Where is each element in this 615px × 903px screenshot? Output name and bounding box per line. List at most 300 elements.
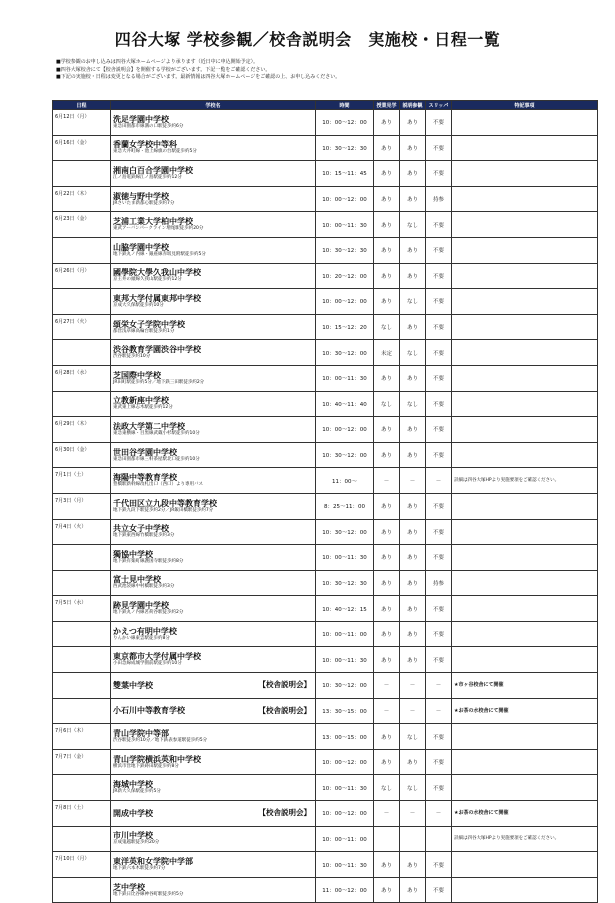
row-briefing: あり (400, 493, 426, 519)
row-school (111, 570, 316, 596)
row-remark (452, 852, 598, 878)
row-remark (452, 442, 598, 468)
table-row (53, 698, 598, 724)
row-remark: ★お茶の水校舎にて開催 (452, 698, 598, 724)
row-briefing: － (400, 468, 426, 494)
row-date (53, 775, 111, 801)
row-remark (452, 340, 598, 366)
row-class-visit: なし (374, 775, 400, 801)
page-title: 四谷大塚 学校参観／校舎説明会 実施校・日程一覧 (114, 30, 501, 49)
row-slippers: － (426, 673, 452, 699)
row-time: 10：30～12：00 (316, 519, 374, 545)
row-school (111, 314, 316, 340)
row-time: 11：00～ (316, 468, 374, 494)
row-date: 6月23日（金） (53, 212, 111, 238)
row-class-visit: あり (374, 621, 400, 647)
row-slippers: 不要 (426, 314, 452, 340)
table-row (53, 749, 598, 775)
row-time: 10：00～11：30 (316, 647, 374, 673)
row-remark: 詳細は四谷大塚HPより実施要項をご確認ください。 (452, 826, 598, 852)
table-row (53, 289, 598, 315)
header-date: 日程 (53, 101, 111, 110)
row-time: 10：30～12：00 (316, 673, 374, 699)
school-name: 獨協中学校 (113, 549, 153, 559)
row-school (111, 289, 316, 315)
row-briefing: あり (400, 135, 426, 161)
row-remark: ★市ヶ谷校舎にて開催 (452, 673, 598, 699)
briefing-tag: 【校舎説明会】 (258, 705, 311, 715)
row-time: 10：40～12：15 (316, 596, 374, 622)
row-class-visit: 未定 (374, 340, 400, 366)
table-row (53, 877, 598, 903)
row-school (111, 647, 316, 673)
school-name: 國學院大學久我山中学校 (113, 268, 201, 278)
row-time: 10：00～12：00 (316, 110, 374, 136)
row-slippers: 持参 (426, 186, 452, 212)
row-time: 10：30～12：00 (316, 442, 374, 468)
row-class-visit: あり (374, 852, 400, 878)
school-access: 京成大久保駅徒歩約10分 (113, 302, 164, 308)
school-name: 跡見学園中学校 (113, 601, 169, 611)
row-class-visit: あり (374, 519, 400, 545)
table-row (53, 468, 598, 494)
row-class-visit: あり (374, 749, 400, 775)
row-time: 10：00～12：00 (316, 417, 374, 443)
row-school (111, 212, 316, 238)
row-remark (452, 877, 598, 903)
school-name: 東邦大学付属東邦中学校 (113, 293, 201, 303)
school-name: 香蘭女学校中等科 (113, 140, 177, 150)
header-slippers: スリッパ (426, 101, 452, 110)
row-remark (452, 493, 598, 519)
row-slippers: 不要 (426, 852, 452, 878)
row-time: 13：30～15：00 (316, 698, 374, 724)
row-school (111, 186, 316, 212)
row-briefing: あり (400, 186, 426, 212)
school-access: 東急東横線・目黒線武蔵小杉駅徒歩約10分 (113, 430, 200, 436)
row-time: 10：00～11：00 (316, 621, 374, 647)
row-class-visit: あり (374, 724, 400, 750)
row-time: 11：00～12：00 (316, 877, 374, 903)
row-school (111, 519, 316, 545)
school-access: JR田町駅徒歩約5分／地下鉄三田駅徒歩約2分 (113, 379, 205, 385)
school-access: 都営浅草線高輪台駅徒歩約1分 (113, 328, 175, 334)
row-time: 10：00～11：30 (316, 545, 374, 571)
row-briefing: なし (400, 289, 426, 315)
row-school (111, 724, 316, 750)
row-class-visit: あり (374, 877, 400, 903)
row-class-visit: あり (374, 570, 400, 596)
school-access: りんかい線東雲駅徒歩約8分 (113, 635, 170, 641)
row-date: 7月5日（水） (53, 596, 111, 622)
note-line: ■四谷大塚校舎にて【校舎説明会】を開催する学校がございます。下記一覧をご確認ください。 (56, 66, 271, 73)
row-class-visit: － (374, 673, 400, 699)
row-slippers: 不要 (426, 442, 452, 468)
row-class-visit: － (374, 468, 400, 494)
row-date (53, 673, 111, 699)
note-line: ■下記の実施校・日程は変更となる場合がございます。最新情報は四谷大塚ホームページをご確認の上、お申し込みください。 (56, 74, 341, 80)
table-row (53, 340, 598, 366)
row-class-visit: あり (374, 161, 400, 187)
row-remark (452, 314, 598, 340)
briefing-tag: 【校舎説明会】 (258, 808, 311, 818)
row-slippers: 不要 (426, 365, 452, 391)
row-time: 10：15～12：20 (316, 314, 374, 340)
school-access: 豊橋駅新幹線改札出口（西口）より専用バス (113, 482, 203, 488)
row-briefing: あり (400, 877, 426, 903)
row-remark (452, 365, 598, 391)
row-date: 7月8日（土） (53, 801, 111, 827)
school-access: 京成鬼越駅徒歩約20分 (113, 840, 160, 846)
row-briefing (400, 826, 426, 852)
row-date: 6月26日（月） (53, 263, 111, 289)
school-name: 千代田区立九段中等教育学校 (113, 498, 217, 508)
row-date: 6月22日（木） (53, 186, 111, 212)
row-school (111, 826, 316, 852)
school-name: 市川中学校 (113, 831, 153, 841)
row-briefing: あり (400, 749, 426, 775)
row-slippers: 不要 (426, 724, 452, 750)
school-access: 西武池袋線中村橋駅徒歩約3分 (113, 584, 175, 590)
row-time: 10：30～12：00 (316, 340, 374, 366)
row-school (111, 621, 316, 647)
row-briefing: あり (400, 519, 426, 545)
school-access: 地下鉄丸ノ内線茗荷谷駅徒歩約2分 (113, 610, 184, 616)
row-time: 10：00～12：00 (316, 186, 374, 212)
table-row (53, 135, 598, 161)
row-time: 10：30～12：30 (316, 237, 374, 263)
row-school (111, 135, 316, 161)
school-access: 京王井の頭線久我山駅徒歩約12分 (113, 277, 182, 283)
row-school (111, 749, 316, 775)
row-briefing: なし (400, 724, 426, 750)
row-date: 7月7日（金） (53, 749, 111, 775)
school-name: 芝国際中学校 (113, 370, 161, 380)
row-remark (452, 110, 598, 136)
row-date (53, 621, 111, 647)
row-class-visit: あり (374, 365, 400, 391)
school-name: 山脇学園中学校 (113, 242, 169, 252)
row-remark (452, 596, 598, 622)
row-class-visit: あり (374, 186, 400, 212)
school-access: 地下鉄日比谷線神谷町駅徒歩約5分 (113, 891, 184, 897)
school-name: 開成中学校 (113, 808, 153, 818)
row-class-visit: なし (374, 391, 400, 417)
table-row (53, 391, 598, 417)
school-name: 共立女子中学校 (113, 524, 169, 534)
row-remark (452, 186, 598, 212)
school-access: 渋谷駅徒歩約10分／地下鉄表参道駅徒歩約5分 (113, 738, 208, 744)
school-access: JRさいたま新都心駅徒歩約7分 (113, 200, 175, 206)
row-slippers: 不要 (426, 391, 452, 417)
row-class-visit: あり (374, 493, 400, 519)
row-briefing: あり (400, 110, 426, 136)
row-school (111, 161, 316, 187)
row-date (53, 647, 111, 673)
row-remark (452, 135, 598, 161)
row-slippers: 不要 (426, 877, 452, 903)
row-slippers: 不要 (426, 775, 452, 801)
row-remark (452, 545, 598, 571)
school-name: 湘南白百合学園中学校 (113, 165, 193, 175)
row-time: 13：00～15：00 (316, 724, 374, 750)
table-row (53, 775, 598, 801)
row-briefing: あり (400, 545, 426, 571)
row-slippers: － (426, 468, 452, 494)
row-date (53, 237, 111, 263)
school-access: 地下鉄有楽町線護国寺駅徒歩約8分 (113, 558, 184, 564)
school-name: 芝浦工業大学柏中学校 (113, 217, 193, 227)
row-time: 10：00～12：00 (316, 749, 374, 775)
school-name: 立教新座中学校 (113, 396, 169, 406)
row-time: 10：00～11：30 (316, 365, 374, 391)
row-remark: 詳細は四谷大塚HPより実施要項をご確認ください。 (452, 468, 598, 494)
row-class-visit (374, 826, 400, 852)
row-slippers: 不要 (426, 596, 452, 622)
table-row (53, 801, 598, 827)
row-date: 7月4日（火） (53, 519, 111, 545)
school-name: 富士見中学校 (113, 575, 161, 585)
briefing-tag: 【校舎説明会】 (258, 680, 311, 690)
row-briefing: あり (400, 365, 426, 391)
row-briefing: あり (400, 263, 426, 289)
row-school (111, 545, 316, 571)
school-name: 東京都市大学付属中学校 (113, 652, 201, 662)
school-name: 淑徳与野中学校 (113, 191, 169, 201)
row-school (111, 698, 316, 724)
row-date (53, 826, 111, 852)
table-row (53, 621, 598, 647)
table-row (53, 570, 598, 596)
row-date: 6月30日（金） (53, 442, 111, 468)
header-remarks: 特記事項 (452, 101, 598, 110)
table-row (53, 186, 598, 212)
school-name: 青山学院中等部 (113, 729, 169, 739)
row-remark (452, 647, 598, 673)
row-time: 8：25～11：00 (316, 493, 374, 519)
school-name: 芝中学校 (113, 882, 145, 892)
row-remark (452, 519, 598, 545)
school-name: 海城中学校 (113, 780, 153, 790)
row-date: 7月10日（月） (53, 852, 111, 878)
row-remark (452, 417, 598, 443)
row-date (53, 698, 111, 724)
row-date (53, 877, 111, 903)
school-name: かえつ有明中学校 (113, 626, 177, 636)
school-name: 渋谷教育学園渋谷中学校 (113, 345, 201, 355)
row-school (111, 365, 316, 391)
table-row (53, 314, 598, 340)
school-name: 頌栄女子学院中学校 (113, 319, 185, 329)
table-row (53, 673, 598, 699)
row-date (53, 161, 111, 187)
school-access: 横浜市営地下鉄蒔田駅徒歩約8分 (113, 763, 179, 769)
row-slippers: 不要 (426, 135, 452, 161)
row-remark: ★お茶の水校舎にて開催 (452, 801, 598, 827)
school-name: 雙葉中学校 (113, 680, 153, 690)
row-briefing: － (400, 698, 426, 724)
row-remark (452, 570, 598, 596)
row-briefing: あり (400, 621, 426, 647)
table-row (53, 442, 598, 468)
table-header-row (53, 101, 598, 110)
row-school (111, 673, 316, 699)
table-row (53, 161, 598, 187)
header-class-visit: 授業見学 (374, 101, 400, 110)
row-time: 10：40～11：40 (316, 391, 374, 417)
table-row (53, 519, 598, 545)
row-slippers: 不要 (426, 212, 452, 238)
row-briefing: あり (400, 647, 426, 673)
school-access: 地下鉄九段下駅徒歩約2分／JR飯田橋駅徒歩約7分 (113, 507, 214, 513)
row-briefing: あり (400, 417, 426, 443)
table-row (53, 724, 598, 750)
row-school (111, 852, 316, 878)
table-row (53, 417, 598, 443)
row-date (53, 289, 111, 315)
row-date (53, 340, 111, 366)
row-remark (452, 391, 598, 417)
row-class-visit: － (374, 698, 400, 724)
row-briefing: あり (400, 596, 426, 622)
row-school (111, 110, 316, 136)
school-access: 小田急線成城学園前駅徒歩約10分 (113, 661, 182, 667)
row-slippers: 不要 (426, 493, 452, 519)
row-school (111, 340, 316, 366)
row-slippers: 不要 (426, 749, 452, 775)
table-row (53, 852, 598, 878)
row-remark (452, 212, 598, 238)
row-class-visit: あり (374, 237, 400, 263)
row-slippers: － (426, 801, 452, 827)
row-remark (452, 724, 598, 750)
row-school (111, 493, 316, 519)
table-row (53, 365, 598, 391)
header-time: 時間 (316, 101, 374, 110)
row-date: 7月6日（木） (53, 724, 111, 750)
row-slippers: 不要 (426, 417, 452, 443)
row-remark (452, 775, 598, 801)
row-class-visit: あり (374, 596, 400, 622)
row-date (53, 391, 111, 417)
row-school (111, 391, 316, 417)
row-slippers: 不要 (426, 519, 452, 545)
row-briefing: なし (400, 775, 426, 801)
row-slippers: 不要 (426, 110, 452, 136)
table-row (53, 545, 598, 571)
row-class-visit: あり (374, 212, 400, 238)
school-name: 小石川中等教育学校 (113, 706, 185, 716)
row-slippers: 不要 (426, 289, 452, 315)
row-time: 10：00～12：00 (316, 289, 374, 315)
row-date: 6月28日（水） (53, 365, 111, 391)
row-class-visit: あり (374, 110, 400, 136)
row-class-visit: あり (374, 545, 400, 571)
row-time: 10：00～11：30 (316, 852, 374, 878)
row-remark (452, 621, 598, 647)
row-remark (452, 237, 598, 263)
row-school (111, 417, 316, 443)
school-name: 東洋英和女学院中学部 (113, 857, 193, 867)
row-date: 6月16日（金） (53, 135, 111, 161)
row-time: 10：15～11：45 (316, 161, 374, 187)
row-briefing: あり (400, 314, 426, 340)
row-time: 10：30～12：30 (316, 570, 374, 596)
row-slippers: 不要 (426, 263, 452, 289)
row-briefing: あり (400, 570, 426, 596)
table-row (53, 237, 598, 263)
row-briefing: あり (400, 442, 426, 468)
table-row (53, 826, 598, 852)
row-date: 7月3日（月） (53, 493, 111, 519)
schedule-table (52, 100, 598, 903)
row-briefing: － (400, 801, 426, 827)
row-slippers: 持参 (426, 570, 452, 596)
row-date: 7月1日（土） (53, 468, 111, 494)
row-class-visit: なし (374, 314, 400, 340)
school-access: 渋谷駅徒歩約10分 (113, 354, 151, 360)
row-class-visit: あり (374, 442, 400, 468)
row-time: 10：00～11：30 (316, 212, 374, 238)
row-class-visit: － (374, 801, 400, 827)
row-remark (452, 289, 598, 315)
row-date (53, 545, 111, 571)
school-access: 東急田園都市線溝の口駅徒歩約6分 (113, 123, 184, 129)
row-slippers: 不要 (426, 237, 452, 263)
school-access: 地下鉄六本木駅徒歩約7分 (113, 866, 166, 872)
row-remark (452, 161, 598, 187)
school-name: 海陽中等教育学校 (113, 473, 177, 483)
row-briefing: あり (400, 237, 426, 263)
school-access: 東武東上線志木駅徒歩約12分 (113, 405, 173, 411)
header-school: 学校名 (111, 101, 316, 110)
table-row (53, 263, 598, 289)
school-access: 東急田園都市線三軒茶屋駅北口徒歩約10分 (113, 456, 200, 462)
note-line: ■学校参観のお申し込みは四谷大塚ホームページより承ります（近日中に申込開始予定）。 (56, 59, 259, 65)
row-slippers (426, 826, 452, 852)
row-class-visit: あり (374, 135, 400, 161)
row-school (111, 442, 316, 468)
school-access: 江ノ島電鉄線江ノ島駅徒歩約12分 (113, 174, 182, 180)
table-row (53, 647, 598, 673)
row-time: 10：00～12：00 (316, 801, 374, 827)
school-name: 世田谷学園中学校 (113, 447, 177, 457)
row-school (111, 596, 316, 622)
table-row (53, 493, 598, 519)
row-briefing: なし (400, 340, 426, 366)
row-briefing: なし (400, 212, 426, 238)
header-briefing: 説明参観 (400, 101, 426, 110)
school-name: 法政大学第二中学校 (113, 421, 185, 431)
table-row (53, 110, 598, 136)
school-name: 青山学院横浜英和中学校 (113, 754, 201, 764)
row-school (111, 237, 316, 263)
row-slippers: 不要 (426, 647, 452, 673)
school-access: JR新大久保駅徒歩約5分 (113, 789, 161, 795)
school-access: 東急大井町線・池上線旗の台駅徒歩約5分 (113, 149, 197, 155)
school-access: 東武アーバンパークライン増尾駅徒歩約20分 (113, 226, 204, 232)
table-row (53, 596, 598, 622)
notes (56, 59, 596, 82)
row-time: 10：00～11：00 (316, 826, 374, 852)
school-name: 洗足学園中学校 (113, 114, 169, 124)
row-slippers: 不要 (426, 621, 452, 647)
row-school (111, 775, 316, 801)
row-school (111, 801, 316, 827)
row-school (111, 263, 316, 289)
row-slippers: 不要 (426, 161, 452, 187)
row-date: 6月27日（火） (53, 314, 111, 340)
